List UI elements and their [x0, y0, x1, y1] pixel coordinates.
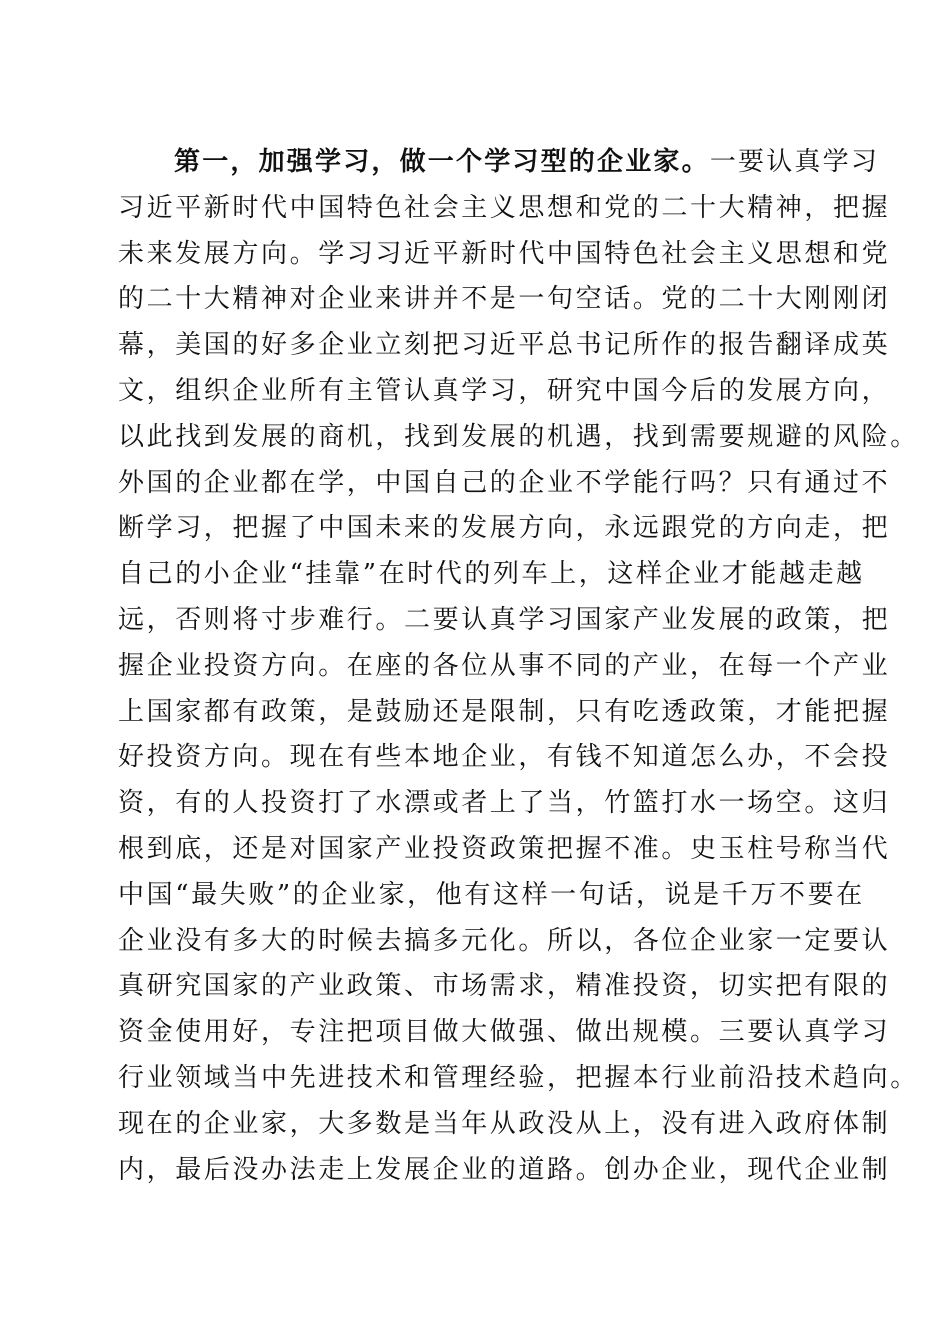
body-paragraph [118, 140, 919, 1193]
text-line: 幕，美国的好多企业立刻把习近平总书记所作的报告翻译成英 [118, 330, 891, 361]
text-line: 资金使用好，专注把项目做大做强、做出规模。三要认真学习 [118, 1017, 891, 1048]
text-line: 远，否则将寸步难行。二要认真学习国家产业发展的政策，把 [118, 604, 891, 635]
text-line: 现在的企业家，大多数是当年从政没从上，没有进入政府体制 [118, 1108, 891, 1139]
text-line: 资，有的人投资打了水漂或者上了当，竹篮打水一场空。这归 [118, 788, 891, 819]
text-line: 根到底，还是对国家产业投资政策把握不准。史玉柱号称当代 [118, 833, 891, 864]
text-line: 习近平新时代中国特色社会主义思想和党的二十大精神，把握 [118, 192, 891, 223]
text-line: 内，最后没办法走上发展企业的道路。创办企业，现代企业制 [118, 1154, 891, 1185]
text-line: 文，组织企业所有主管认真学习，研究中国今后的发展方向， [118, 375, 891, 406]
paragraph-first-line [118, 140, 880, 186]
text-line: 一要认真学习 [709, 147, 880, 177]
text-line: 外国的企业都在学，中国自己的企业不学能行吗？只有通过不 [118, 467, 891, 498]
text-line: 企业没有多大的时候去搞多元化。所以，各位企业家一定要认 [118, 925, 891, 956]
text-line: 自己的小企业“挂靠”在时代的列车上，这样企业才能越走越 [118, 559, 865, 590]
text-line: 好投资方向。现在有些本地企业，有钱不知道怎么办，不会投 [118, 742, 891, 773]
text-line: 断学习，把握了中国未来的发展方向，永远跟党的方向走，把 [118, 513, 891, 544]
text-line: 未来发展方向。学习习近平新时代中国特色社会主义思想和党 [118, 238, 891, 269]
text-line: 行业领域当中先进技术和管理经验，把握本行业前沿技术趋向。 [118, 1062, 919, 1093]
text-line: 握企业投资方向。在座的各位从事不同的产业，在每一个产业 [118, 650, 891, 681]
text-line: 真研究国家的产业政策、市场需求，精准投资，切实把有限的 [118, 971, 891, 1002]
text-line: 中国“最失败”的企业家，他有这样一句话，说是千万不要在 [118, 879, 865, 910]
text-line: 以此找到发展的商机，找到发展的机遇，找到需要规避的风险。 [118, 421, 919, 452]
section-heading: 第一，加强学习，做一个学习型的企业家。 [174, 147, 710, 177]
text-line: 的二十大精神对企业来讲并不是一句空话。党的二十大刚刚闭 [118, 284, 891, 315]
text-line: 上国家都有政策，是鼓励还是限制，只有吃透政策，才能把握 [118, 696, 891, 727]
